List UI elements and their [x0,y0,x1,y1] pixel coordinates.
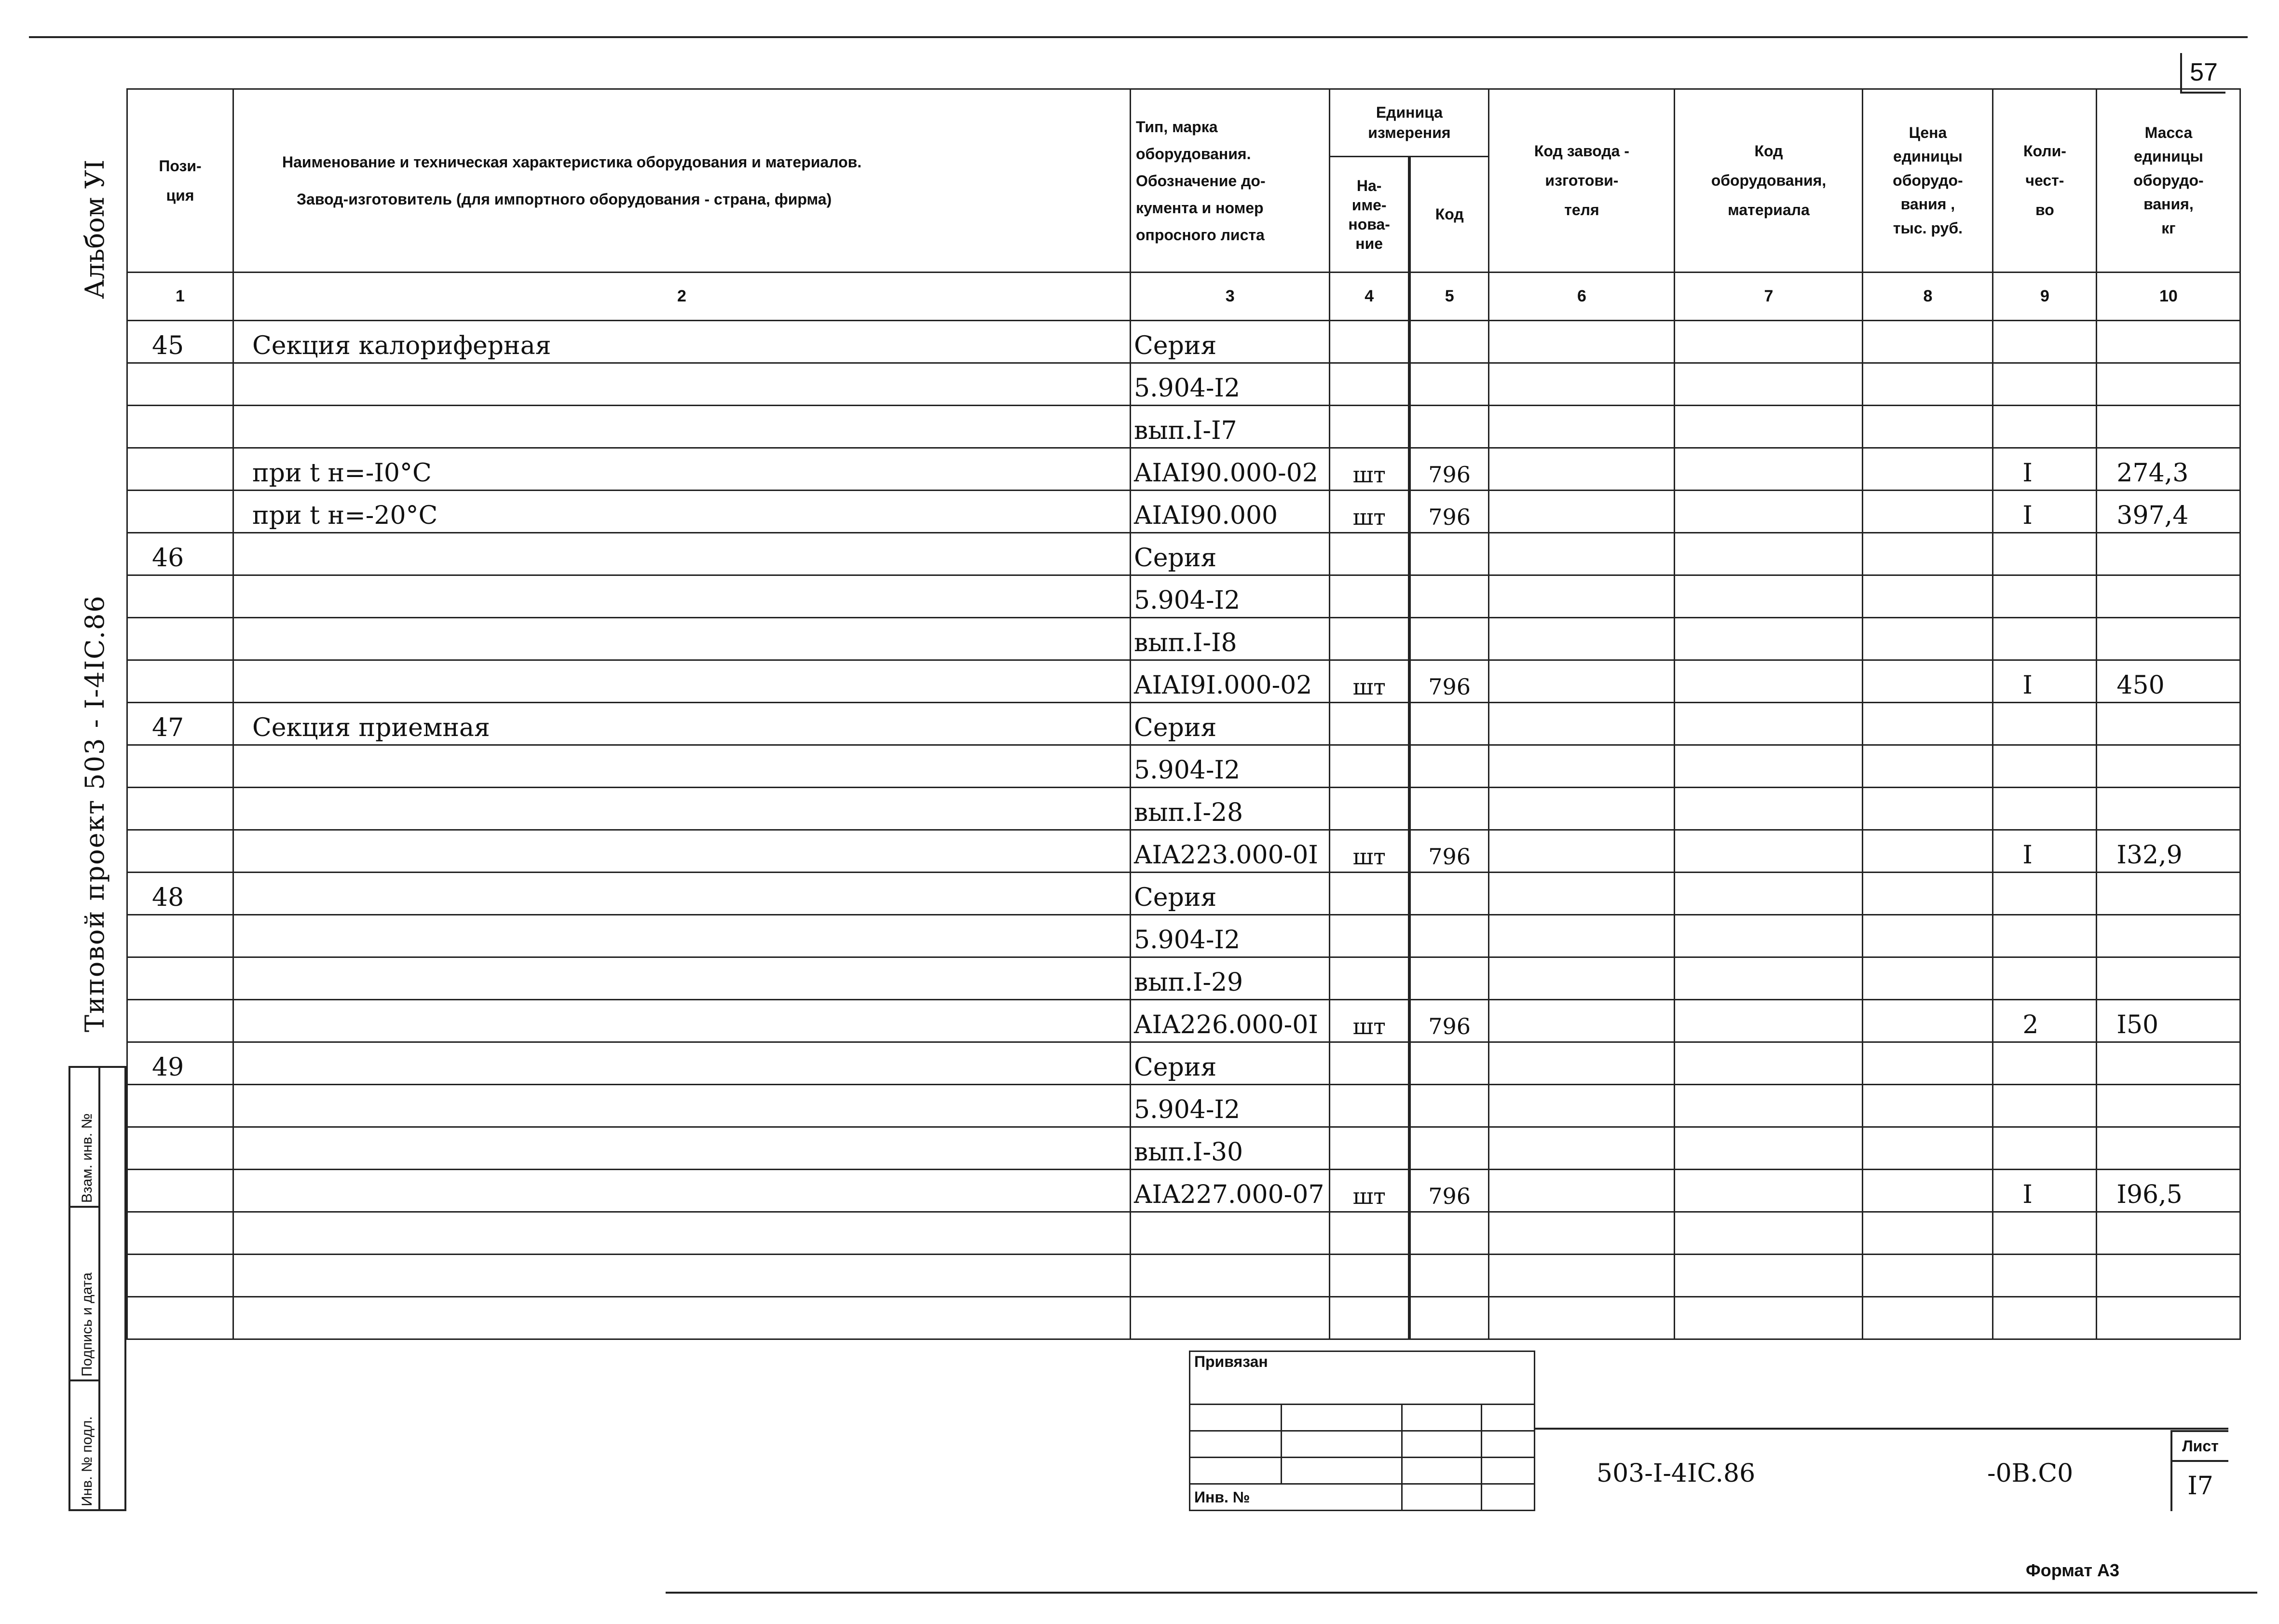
cell-name [233,830,1131,873]
cell-unit-code: 796 [1409,660,1489,703]
cell-quantity [1993,957,2097,1000]
cell-type [1131,1297,1330,1339]
stamp-podpis: Подпись и дата [70,1208,98,1381]
cell-name [233,618,1131,660]
cell-factory-code [1489,830,1675,873]
cell-type: AIA227.000-07 [1131,1170,1330,1212]
album-label: Альбом УI [80,159,110,299]
cell-unit-code: 796 [1409,1000,1489,1042]
cell-quantity [1993,1212,2097,1255]
table-row [127,830,2240,873]
cell-mass [2097,406,2240,448]
cell-name [233,363,1131,406]
cell-position: 46 [127,533,233,575]
table-row [127,406,2240,448]
cell-quantity [1993,406,2097,448]
format-label: Формат А3 [2026,1560,2120,1580]
cell-unit-code [1409,618,1489,660]
cell-unit: шт [1330,1170,1409,1212]
cell-quantity [1993,703,2097,745]
cell-type: AIAI9I.000-02 [1131,660,1330,703]
cell-mass: 274,3 [2097,448,2240,491]
cell-type [1131,1255,1330,1297]
cell-unit-code [1409,703,1489,745]
cell-name [233,575,1131,618]
stamp-inv-podl: Инв. № подл. [79,1416,95,1506]
cell-type: AIA223.000-0I [1131,830,1330,873]
cell-factory-code [1489,406,1675,448]
cell-price [1863,448,1993,491]
sheet-number: I7 [2187,1472,2213,1501]
sheet-label: Лист [2172,1432,2228,1462]
cell-unit [1330,1085,1409,1127]
table-row [127,1085,2240,1127]
cell-type: 5.904-I2 [1131,363,1330,406]
cell-price [1863,957,1993,1000]
cell-position [127,618,233,660]
cell-position [127,957,233,1000]
cell-name [233,957,1131,1000]
cell-equipment-code [1675,745,1863,788]
cell-quantity [1993,1297,2097,1339]
cell-unit-code: 796 [1409,491,1489,533]
cell-equipment-code [1675,1212,1863,1255]
specification-table [126,88,2241,1340]
cell-unit-code [1409,321,1489,363]
cell-type: AIAI90.000-02 [1131,448,1330,491]
cell-mass: 397,4 [2097,491,2240,533]
cell-equipment-code [1675,1042,1863,1085]
cell-price [1863,703,1993,745]
cell-position [127,406,233,448]
cell-quantity [1993,915,2097,957]
cell-position [127,745,233,788]
cell-mass [2097,788,2240,830]
table-row [127,1000,2240,1042]
cell-unit-code [1409,406,1489,448]
cell-equipment-code [1675,618,1863,660]
cell-mass [2097,363,2240,406]
column-numbers: 1 2 3 4 5 6 7 8 9 10 [127,273,2240,321]
cell-position [127,448,233,491]
cell-unit-code: 796 [1409,1170,1489,1212]
table-row [127,1255,2240,1297]
hdr-equipment-code: Код оборудования, материала [1675,89,1863,273]
cell-unit-code [1409,1127,1489,1170]
cell-factory-code [1489,1212,1675,1255]
cell-equipment-code [1675,788,1863,830]
cell-position [127,575,233,618]
cell-factory-code [1489,1042,1675,1085]
hdr-unit-code: Код [1409,157,1489,273]
cell-name [233,1255,1131,1297]
cell-name [233,406,1131,448]
table-row [127,1042,2240,1085]
cell-mass [2097,957,2240,1000]
cell-unit [1330,618,1409,660]
cell-quantity [1993,1255,2097,1297]
top-rule [29,36,2248,38]
cell-price [1863,830,1993,873]
cell-unit: шт [1330,491,1409,533]
cell-price [1863,873,1993,915]
cell-unit [1330,533,1409,575]
cell-factory-code [1489,1170,1675,1212]
bottom-rule [666,1592,2257,1594]
cell-unit-code [1409,957,1489,1000]
cell-factory-code [1489,1000,1675,1042]
cell-factory-code [1489,660,1675,703]
cell-name [233,1297,1131,1339]
hdr-name: Наименование и техническая характеристика оборудования и материалов. Завод-изготовитель (для импортного оборудования - страна, фирма) [233,89,1131,273]
hdr-position: Пози- ция [127,89,233,273]
cell-position [127,1085,233,1127]
cell-quantity: I [1993,448,2097,491]
cell-factory-code [1489,957,1675,1000]
cell-unit [1330,957,1409,1000]
cell-name [233,1000,1131,1042]
table-row [127,660,2240,703]
table-body [127,321,2240,1339]
cell-price [1863,1212,1993,1255]
table-row [127,491,2240,533]
cell-equipment-code [1675,363,1863,406]
cell-equipment-code [1675,1170,1863,1212]
cell-unit-code [1409,1255,1489,1297]
cell-unit [1330,363,1409,406]
cell-type: вып.I-28 [1131,788,1330,830]
cell-quantity: 2 [1993,1000,2097,1042]
cell-unit [1330,321,1409,363]
cell-price [1863,533,1993,575]
cell-mass [2097,618,2240,660]
cell-unit [1330,575,1409,618]
hdr-quantity: Коли- чест- во [1993,89,2097,273]
cell-equipment-code [1675,873,1863,915]
table-row [127,1212,2240,1255]
cell-unit-code [1409,1085,1489,1127]
document-code: 503-I-4IC.86 [1597,1459,1756,1488]
cell-unit-code [1409,1212,1489,1255]
cell-unit: шт [1330,1000,1409,1042]
cell-unit [1330,1042,1409,1085]
cell-unit: шт [1330,660,1409,703]
stamp-vzam-inv: Взам. инв. № [70,1068,98,1208]
cell-position [127,1212,233,1255]
cell-factory-code [1489,491,1675,533]
cell-price [1863,1000,1993,1042]
cell-mass [2097,1212,2240,1255]
tie-inv: Инв. № [1190,1484,1402,1511]
cell-equipment-code [1675,533,1863,575]
cell-factory-code [1489,873,1675,915]
table-row [127,915,2240,957]
cell-position [127,788,233,830]
cell-position: 45 [127,321,233,363]
cell-name [233,1085,1131,1127]
cell-unit-code: 796 [1409,830,1489,873]
cell-factory-code [1489,1085,1675,1127]
table-row [127,533,2240,575]
hdr-unit: Единица измерения [1330,89,1489,157]
cell-unit [1330,788,1409,830]
cell-type: Серия [1131,321,1330,363]
table-row [127,575,2240,618]
cell-position [127,1255,233,1297]
hdr-type: Тип, марка оборудования. Обозначение до- кумента и номер опросного листа [1131,89,1330,273]
cell-factory-code [1489,915,1675,957]
cell-price [1863,745,1993,788]
cell-position [127,660,233,703]
cell-unit [1330,406,1409,448]
cell-equipment-code [1675,1255,1863,1297]
cell-factory-code [1489,533,1675,575]
cell-price [1863,1255,1993,1297]
cell-unit [1330,873,1409,915]
cell-equipment-code [1675,1085,1863,1127]
cell-quantity [1993,321,2097,363]
project-label: Типовой проект 503 - I-4IC.86 [80,595,110,1032]
table-row [127,1127,2240,1170]
cell-unit [1330,915,1409,957]
cell-quantity [1993,1085,2097,1127]
cell-unit [1330,1297,1409,1339]
cell-mass [2097,533,2240,575]
cell-equipment-code [1675,957,1863,1000]
cell-position [127,1170,233,1212]
cell-equipment-code [1675,830,1863,873]
cell-unit [1330,1127,1409,1170]
cell-position: 48 [127,873,233,915]
cell-type: Серия [1131,703,1330,745]
table-row [127,448,2240,491]
tie-title: Привязан [1190,1351,1535,1405]
cell-position: 47 [127,703,233,745]
cell-unit-code [1409,788,1489,830]
cell-price [1863,1042,1993,1085]
table-row [127,703,2240,745]
cell-equipment-code [1675,1297,1863,1339]
document-suffix: -0B.C0 [1987,1459,2074,1488]
cell-equipment-code [1675,575,1863,618]
cell-name [233,1170,1131,1212]
cell-mass: I32,9 [2097,830,2240,873]
cell-unit-code [1409,363,1489,406]
cell-mass [2097,1255,2240,1297]
cell-type: вып.I-29 [1131,957,1330,1000]
cell-factory-code [1489,703,1675,745]
cell-quantity [1993,575,2097,618]
cell-mass: I50 [2097,1000,2240,1042]
cell-mass: 450 [2097,660,2240,703]
table-row [127,1170,2240,1212]
table-row [127,873,2240,915]
cell-price [1863,618,1993,660]
cell-unit-code [1409,873,1489,915]
cell-name [233,788,1131,830]
table-row [127,1297,2240,1339]
title-block-rule [1534,1428,2228,1430]
cell-type: AIAI90.000 [1131,491,1330,533]
cell-mass [2097,1085,2240,1127]
hdr-mass: Масса единицы оборудо- вания, кг [2097,89,2240,273]
cell-factory-code [1489,575,1675,618]
cell-unit: шт [1330,830,1409,873]
cell-equipment-code [1675,406,1863,448]
cell-quantity [1993,618,2097,660]
cell-quantity [1993,745,2097,788]
cell-price [1863,1170,1993,1212]
sheet-box [2170,1430,2228,1511]
cell-equipment-code [1675,491,1863,533]
hdr-unit-name: На- име- нова- ние [1330,157,1409,273]
table-row [127,618,2240,660]
cell-unit [1330,1212,1409,1255]
cell-factory-code [1489,788,1675,830]
cell-type: 5.904-I2 [1131,575,1330,618]
cell-name: Секция калориферная [233,321,1131,363]
cell-price [1863,321,1993,363]
cell-price [1863,491,1993,533]
cell-name [233,1127,1131,1170]
cell-type: Серия [1131,1042,1330,1085]
table-row [127,788,2240,830]
cell-unit-code [1409,915,1489,957]
cell-type: Серия [1131,533,1330,575]
cell-type: 5.904-I2 [1131,745,1330,788]
cell-quantity: I [1993,1170,2097,1212]
cell-mass [2097,321,2240,363]
cell-mass [2097,1297,2240,1339]
cell-unit-code [1409,533,1489,575]
cell-factory-code [1489,745,1675,788]
cell-name: Секция приемная [233,703,1131,745]
cell-factory-code [1489,1255,1675,1297]
cell-mass [2097,703,2240,745]
header-row-top [127,89,2240,157]
cell-factory-code [1489,363,1675,406]
cell-name [233,533,1131,575]
table-row [127,321,2240,363]
cell-name [233,660,1131,703]
cell-position [127,830,233,873]
cell-type: 5.904-I2 [1131,1085,1330,1127]
tie-block [1189,1351,1535,1511]
cell-quantity [1993,788,2097,830]
cell-position [127,1000,233,1042]
cell-name [233,745,1131,788]
cell-type: 5.904-I2 [1131,915,1330,957]
cell-mass [2097,575,2240,618]
table-row [127,745,2240,788]
cell-factory-code [1489,618,1675,660]
cell-equipment-code [1675,915,1863,957]
cell-equipment-code [1675,1000,1863,1042]
cell-mass [2097,1042,2240,1085]
cell-quantity: I [1993,830,2097,873]
cell-type [1131,1212,1330,1255]
hdr-factory-code: Код завода - изготови- теля [1489,89,1675,273]
table-row [127,957,2240,1000]
cell-unit-code [1409,1042,1489,1085]
cell-price [1863,1085,1993,1127]
cell-price [1863,1297,1993,1339]
cell-type: вып.I-I7 [1131,406,1330,448]
cell-position [127,363,233,406]
cell-position [127,915,233,957]
cell-equipment-code [1675,321,1863,363]
cell-unit-code [1409,575,1489,618]
cell-equipment-code [1675,703,1863,745]
cell-name: при t н=-20°C [233,491,1131,533]
cell-unit [1330,703,1409,745]
cell-quantity: I [1993,660,2097,703]
cell-type: Серия [1131,873,1330,915]
cell-price [1863,788,1993,830]
cell-type: вып.I-I8 [1131,618,1330,660]
cell-name [233,915,1131,957]
cell-unit-code [1409,1297,1489,1339]
cell-factory-code [1489,1127,1675,1170]
table-row [127,363,2240,406]
cell-quantity [1993,363,2097,406]
cell-price [1863,915,1993,957]
side-stamp [68,1066,126,1511]
cell-name [233,1042,1131,1085]
hdr-price: Цена единицы оборудо- вания , тыс. руб. [1863,89,1993,273]
cell-quantity [1993,533,2097,575]
cell-quantity [1993,1127,2097,1170]
cell-name: при t н=-I0°C [233,448,1131,491]
cell-equipment-code [1675,448,1863,491]
cell-price [1863,363,1993,406]
cell-factory-code [1489,448,1675,491]
cell-unit-code: 796 [1409,448,1489,491]
cell-unit [1330,745,1409,788]
cell-unit: шт [1330,448,1409,491]
page-number: 57 [2180,53,2225,94]
cell-mass: I96,5 [2097,1170,2240,1212]
cell-factory-code [1489,1297,1675,1339]
cell-unit [1330,1255,1409,1297]
cell-quantity: I [1993,491,2097,533]
cell-type: вып.I-30 [1131,1127,1330,1170]
cell-equipment-code [1675,1127,1863,1170]
cell-position [127,1127,233,1170]
cell-position: 49 [127,1042,233,1085]
cell-price [1863,406,1993,448]
cell-quantity [1993,1042,2097,1085]
cell-unit-code [1409,745,1489,788]
cell-type: AIA226.000-0I [1131,1000,1330,1042]
cell-mass [2097,915,2240,957]
cell-factory-code [1489,321,1675,363]
cell-price [1863,660,1993,703]
cell-mass [2097,1127,2240,1170]
cell-price [1863,575,1993,618]
cell-price [1863,1127,1993,1170]
cell-mass [2097,745,2240,788]
cell-position [127,491,233,533]
cell-equipment-code [1675,660,1863,703]
cell-position [127,1297,233,1339]
cell-quantity [1993,873,2097,915]
cell-mass [2097,873,2240,915]
cell-name [233,1212,1131,1255]
cell-name [233,873,1131,915]
